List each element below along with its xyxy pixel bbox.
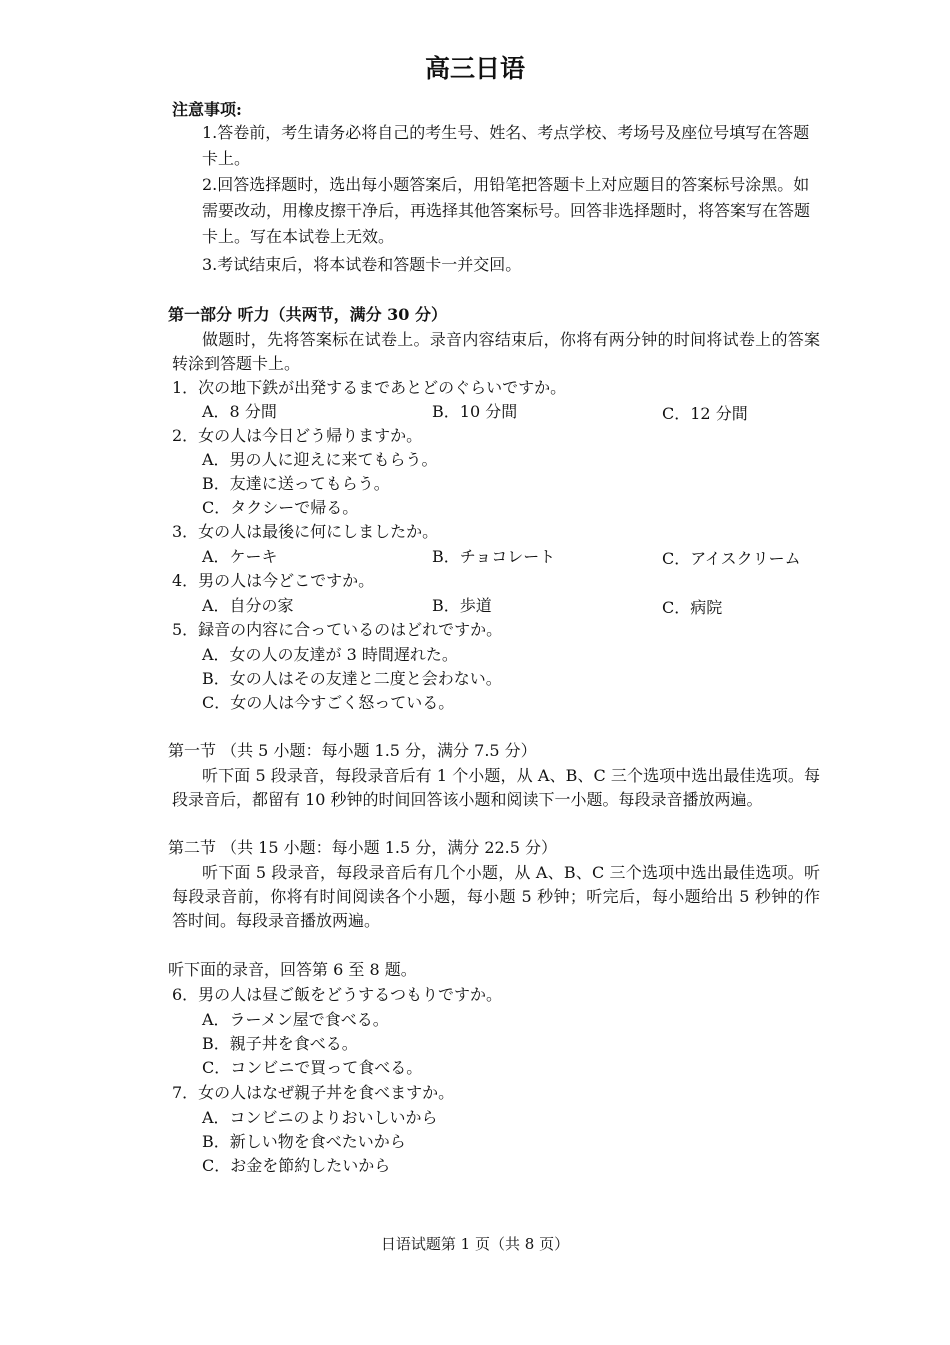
notice-item: 1.答卷前，考生请务必将自己的考生号、姓名、考点学校、考场号及座位号填写在答题卡上。 <box>202 123 810 168</box>
question-stem: 6．男の人は昼ご飯をどうするつもりですか。 <box>172 985 503 1004</box>
option-c: C．タクシーで帰る。 <box>202 498 359 517</box>
notice-item: 3.考试结束后，将本试卷和答题卡一并交回。 <box>202 255 522 274</box>
notice-item: 2.回答选择题时，选出每小题答案后，用铅笔把答题卡上对应题目的答案标号涂黑。如需要改动，用橡皮擦干净后，再选择其他答案标号。回答非选择题时，将答案写在答题卡上。写在本试卷上无效。 <box>202 175 811 246</box>
option-b: B．親子丼を食べる。 <box>202 1034 358 1053</box>
option-c: C．アイスクリーム <box>662 549 801 568</box>
option-a: A．コンビニのよりおいしいから <box>202 1108 438 1127</box>
part-instruction: 做题时，先将答案标在试卷上。录音内容结束后，你将有两分钟的时间将试卷上的答案转涂到答题卡上。 <box>172 330 820 373</box>
option-b: B．チョコレート <box>432 547 556 566</box>
option-b: B．10 分間 <box>432 402 518 421</box>
question-stem: 3．女の人は最後に何にしましたか。 <box>172 522 439 541</box>
option-a: A．ラーメン屋で食べる。 <box>202 1010 389 1029</box>
option-c: C．病院 <box>662 598 723 617</box>
option-a: A．8 分間 <box>202 402 277 421</box>
option-b: B．新しい物を食べたいから <box>202 1132 406 1151</box>
section-instruction: 听下面 5 段录音，每段录音后有几个小题，从 A、B、C 三个选项中选出最佳选项。听每段录音前，你将有时间阅读各个小题，每小题 5 秒钟；听完后，每小题给出 5 秒钟的作答时间。每段录音播放两遍。 <box>172 863 820 930</box>
question-stem: 4．男の人は今どこですか。 <box>172 571 375 590</box>
option-b: B．歩道 <box>432 596 492 615</box>
option-b: B．女の人はその友達と二度と会わない。 <box>202 669 502 688</box>
option-c: C．お金を節約したいから <box>202 1156 391 1175</box>
page-footer: 日语试题第 1 页（共 8 页） <box>380 1235 570 1253</box>
section-heading: 第二节 （共 15 小题：每小题 1.5 分，满分 22.5 分） <box>168 838 558 857</box>
option-c: C．12 分間 <box>662 404 748 423</box>
option-b: B．友達に送ってもらう。 <box>202 474 390 493</box>
question-stem: 7．女の人はなぜ親子丼を食べますか。 <box>172 1083 455 1102</box>
group-intro: 听下面的录音，回答第 6 至 8 题。 <box>168 960 417 979</box>
option-a: A．自分の家 <box>202 596 294 615</box>
question-stem: 1．次の地下鉄が出発するまであとどのぐらいですか。 <box>172 378 567 397</box>
notice-heading: 注意事项: <box>172 100 242 119</box>
page-title: 高三日语 <box>424 54 525 83</box>
question-stem: 2．女の人は今日どう帰りますか。 <box>172 426 423 445</box>
option-a: A．女の人の友達が 3 時間遅れた。 <box>202 645 458 664</box>
question-stem: 5．録音の内容に合っているのはどれですか。 <box>172 620 503 639</box>
option-c: C．女の人は今すごく怒っている。 <box>202 693 455 712</box>
option-a: A．男の人に迎えに来てもらう。 <box>202 450 438 469</box>
section-instruction: 听下面 5 段录音，每段录音后有 1 个小题，从 A、B、C 三个选项中选出最佳选项。每段录音后，都留有 10 秒钟的时间回答该小题和阅读下一小题。每段录音播放两遍。 <box>172 766 820 809</box>
section-heading: 第一节 （共 5 小题：每小题 1.5 分，满分 7.5 分） <box>168 741 537 760</box>
option-a: A．ケーキ <box>202 547 278 566</box>
option-c: C．コンビニで買って食べる。 <box>202 1058 423 1077</box>
part-heading: 第一部分 听力（共两节，满分 30 分） <box>168 305 447 324</box>
